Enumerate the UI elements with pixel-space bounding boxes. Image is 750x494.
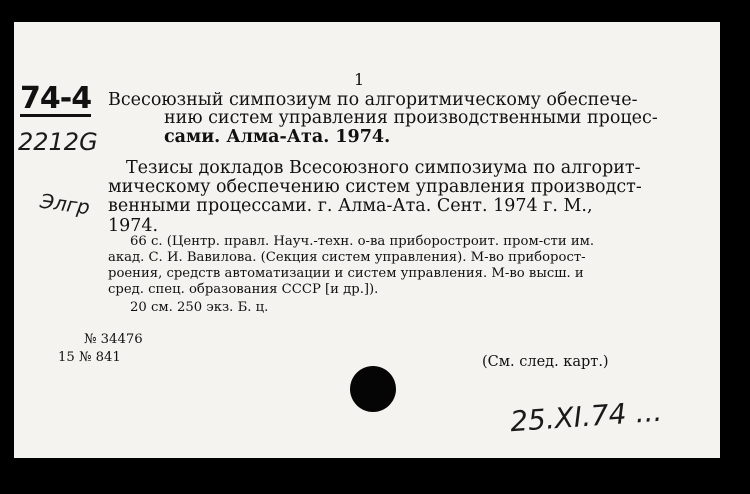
details-line: роения, средств автоматизации и систем управления. М-во высш. и	[108, 266, 584, 281]
details-line: 20 см. 250 экз. Б. ц.	[130, 300, 269, 315]
punch-hole	[350, 366, 396, 412]
card-number: 1	[354, 70, 365, 89]
main-line: Тезисы докладов Всесоюзного симпозиума по алгорит-	[126, 158, 641, 178]
details-line: 66 с. (Центр. правл. Науч.-техн. о-ва приборостроит. пром-сти им.	[130, 234, 595, 249]
call-number-top: 74-4	[20, 81, 92, 116]
details-line: сред. спец. образования СССР [и др.]).	[108, 282, 379, 297]
title-line: Всесоюзный симпозиум по алгоритмическому обеспече-	[108, 90, 638, 110]
registration-number: № 34476	[84, 332, 143, 347]
see-next-card: (См. след. карт.)	[482, 354, 609, 370]
handwritten-date: 25.XI.74 ...	[509, 394, 664, 439]
registration-number: 15 № 841	[58, 350, 121, 365]
main-line: венными процессами. г. Алма-Ата. Сент. 1974 г. М.,	[108, 196, 593, 216]
call-number-bottom: 2212G	[18, 128, 98, 156]
details-line: акад. С. И. Вавилова. (Секция систем управления). М-во приборост-	[108, 250, 586, 265]
main-line: мическому обеспечению систем управления производст-	[108, 177, 642, 197]
handwritten-mark: Элгр	[38, 188, 92, 220]
main-line: 1974.	[108, 216, 159, 236]
catalog-card	[14, 22, 720, 458]
title-line: сами. Алма-Ата. 1974.	[164, 127, 391, 147]
title-line: нию систем управления производственными процес-	[164, 108, 658, 128]
